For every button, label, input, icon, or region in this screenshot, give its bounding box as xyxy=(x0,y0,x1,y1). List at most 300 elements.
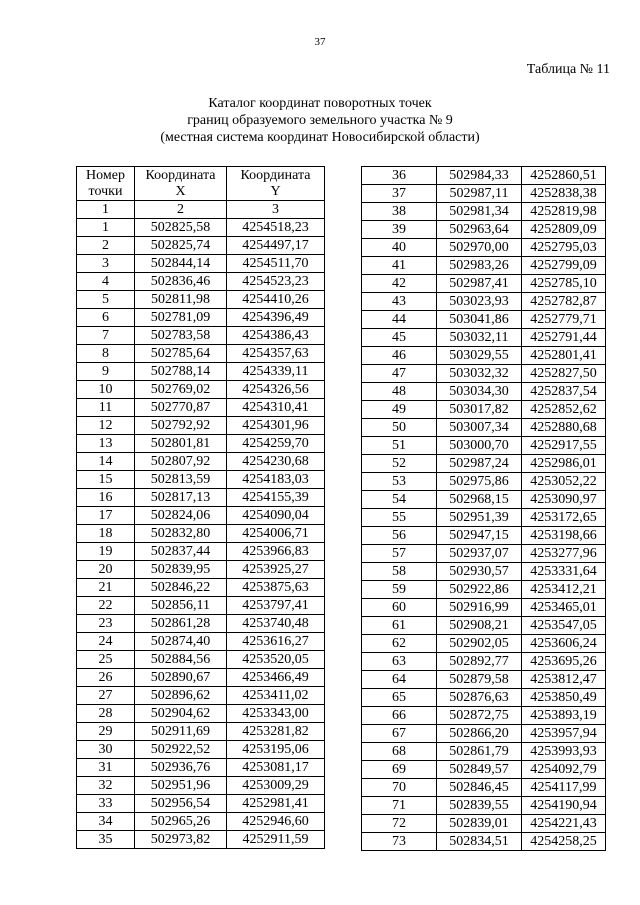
coordinate-y: 4254190,94 xyxy=(522,797,606,815)
coordinate-x: 502801,81 xyxy=(135,435,227,453)
coordinate-y: 4253850,49 xyxy=(522,689,606,707)
table-row xyxy=(362,563,606,581)
coordinate-y: 4254301,96 xyxy=(227,417,325,435)
coordinate-x: 502922,86 xyxy=(437,581,522,599)
table-row xyxy=(362,383,606,401)
column-number-row xyxy=(77,201,325,219)
coordinate-y: 4253198,66 xyxy=(522,527,606,545)
table-row xyxy=(77,831,325,849)
point-number: 13 xyxy=(77,435,135,453)
point-number: 60 xyxy=(362,599,437,617)
point-number: 73 xyxy=(362,833,437,851)
point-number: 33 xyxy=(77,795,135,813)
point-number: 8 xyxy=(77,345,135,363)
table-label: Таблица № 11 xyxy=(526,62,610,77)
point-number: 23 xyxy=(77,615,135,633)
point-number: 1 xyxy=(77,219,135,237)
table-row xyxy=(362,365,606,383)
point-number: 11 xyxy=(77,399,135,417)
coordinate-y: 4253081,17 xyxy=(227,759,325,777)
coordinate-x: 502984,33 xyxy=(437,167,522,185)
coordinate-x: 502846,22 xyxy=(135,579,227,597)
table-row xyxy=(77,741,325,759)
table-row xyxy=(77,345,325,363)
point-number: 42 xyxy=(362,275,437,293)
coordinate-y: 4253740,48 xyxy=(227,615,325,633)
header-text: Номер xyxy=(86,167,125,183)
header-text: точки xyxy=(88,183,123,199)
table-row xyxy=(77,651,325,669)
coordinate-x: 502825,58 xyxy=(135,219,227,237)
coordinate-y: 4253695,26 xyxy=(522,653,606,671)
table-row xyxy=(362,311,606,329)
table-row xyxy=(77,597,325,615)
point-number: 21 xyxy=(77,579,135,597)
table-row xyxy=(362,545,606,563)
coordinate-x: 502970,00 xyxy=(437,239,522,257)
point-number: 56 xyxy=(362,527,437,545)
table-row xyxy=(77,453,325,471)
coordinate-y: 4254006,71 xyxy=(227,525,325,543)
coordinate-y: 4252779,71 xyxy=(522,311,606,329)
coordinate-x: 502956,54 xyxy=(135,795,227,813)
coordinate-x: 503000,70 xyxy=(437,437,522,455)
header-point-number xyxy=(77,167,135,201)
coordinate-y: 4253009,29 xyxy=(227,777,325,795)
point-number: 67 xyxy=(362,725,437,743)
point-number: 51 xyxy=(362,437,437,455)
column-number: 1 xyxy=(77,201,135,219)
point-number: 32 xyxy=(77,777,135,795)
coordinate-x: 502911,69 xyxy=(135,723,227,741)
coordinate-y: 4254183,03 xyxy=(227,471,325,489)
coordinate-y: 4253412,21 xyxy=(522,581,606,599)
coordinate-y: 4253893,19 xyxy=(522,707,606,725)
coordinate-x: 502908,21 xyxy=(437,617,522,635)
table-row xyxy=(362,635,606,653)
page-number: 37 xyxy=(314,36,326,48)
point-number: 29 xyxy=(77,723,135,741)
coordinate-x: 503029,55 xyxy=(437,347,522,365)
coordinate-x: 502890,67 xyxy=(135,669,227,687)
coordinate-x: 503017,82 xyxy=(437,401,522,419)
point-number: 14 xyxy=(77,453,135,471)
table-row xyxy=(362,167,606,185)
table-row xyxy=(77,309,325,327)
table-row xyxy=(362,347,606,365)
table-row xyxy=(77,777,325,795)
coordinate-x: 503032,11 xyxy=(437,329,522,347)
coordinate-y: 4254090,04 xyxy=(227,507,325,525)
table-row xyxy=(77,399,325,417)
coordinate-x: 502884,56 xyxy=(135,651,227,669)
coordinate-x: 502832,80 xyxy=(135,525,227,543)
table-row xyxy=(77,705,325,723)
coordinate-y: 4253281,82 xyxy=(227,723,325,741)
coordinate-y: 4253466,49 xyxy=(227,669,325,687)
coordinate-x: 502807,92 xyxy=(135,453,227,471)
coordinate-y: 4252837,54 xyxy=(522,383,606,401)
coordinate-x: 502951,96 xyxy=(135,777,227,795)
table-body-left xyxy=(77,219,325,849)
table-row xyxy=(77,291,325,309)
table-row xyxy=(362,203,606,221)
point-number: 24 xyxy=(77,633,135,651)
coordinate-y: 4254326,56 xyxy=(227,381,325,399)
coordinate-y: 4254339,11 xyxy=(227,363,325,381)
point-number: 43 xyxy=(362,293,437,311)
coordinate-x: 502846,45 xyxy=(437,779,522,797)
coordinate-y: 4253520,05 xyxy=(227,651,325,669)
coordinate-x: 503032,32 xyxy=(437,365,522,383)
coordinate-y: 4253797,41 xyxy=(227,597,325,615)
coordinate-x: 502987,24 xyxy=(437,455,522,473)
point-number: 5 xyxy=(77,291,135,309)
point-number: 46 xyxy=(362,347,437,365)
coordinate-x: 502837,44 xyxy=(135,543,227,561)
point-number: 25 xyxy=(77,651,135,669)
table-row xyxy=(77,615,325,633)
coordinate-x: 502947,15 xyxy=(437,527,522,545)
point-number: 68 xyxy=(362,743,437,761)
table-row xyxy=(362,743,606,761)
coordinate-y: 4252819,98 xyxy=(522,203,606,221)
table-row xyxy=(77,687,325,705)
coordinate-y: 4254523,23 xyxy=(227,273,325,291)
coordinate-x: 502817,13 xyxy=(135,489,227,507)
coordinate-y: 4253411,02 xyxy=(227,687,325,705)
coordinate-x: 502849,57 xyxy=(437,761,522,779)
coordinate-x: 502916,99 xyxy=(437,599,522,617)
coordinate-x: 502963,64 xyxy=(437,221,522,239)
coordinate-y: 4253812,47 xyxy=(522,671,606,689)
point-number: 50 xyxy=(362,419,437,437)
point-number: 18 xyxy=(77,525,135,543)
point-number: 9 xyxy=(77,363,135,381)
point-number: 44 xyxy=(362,311,437,329)
coordinate-y: 4253957,94 xyxy=(522,725,606,743)
coordinate-y: 4252838,38 xyxy=(522,185,606,203)
coordinate-y: 4254310,41 xyxy=(227,399,325,417)
table-row xyxy=(362,221,606,239)
point-number: 64 xyxy=(362,671,437,689)
coordinate-x: 502936,76 xyxy=(135,759,227,777)
coordinate-x: 502839,95 xyxy=(135,561,227,579)
coordinate-y: 4254221,43 xyxy=(522,815,606,833)
coordinate-y: 4252946,60 xyxy=(227,813,325,831)
coordinate-y: 4253195,06 xyxy=(227,741,325,759)
coordinate-y: 4254357,63 xyxy=(227,345,325,363)
table-row xyxy=(362,779,606,797)
coordinate-x: 502781,09 xyxy=(135,309,227,327)
header-coordinate-x xyxy=(135,167,227,201)
coordinate-x: 502987,11 xyxy=(437,185,522,203)
coordinate-x: 502904,62 xyxy=(135,705,227,723)
coordinate-x: 502839,55 xyxy=(437,797,522,815)
table-row xyxy=(77,561,325,579)
header-row xyxy=(77,167,325,201)
point-number: 10 xyxy=(77,381,135,399)
point-number: 15 xyxy=(77,471,135,489)
coordinate-x: 502824,06 xyxy=(135,507,227,525)
header-text: Y xyxy=(270,183,281,199)
coordinate-x: 502965,26 xyxy=(135,813,227,831)
coordinate-x: 503041,86 xyxy=(437,311,522,329)
point-number: 47 xyxy=(362,365,437,383)
coordinate-y: 4252795,03 xyxy=(522,239,606,257)
table-row xyxy=(362,293,606,311)
coordinate-x: 503034,30 xyxy=(437,383,522,401)
point-number: 69 xyxy=(362,761,437,779)
coordinate-x: 503007,34 xyxy=(437,419,522,437)
coordinate-x: 502874,40 xyxy=(135,633,227,651)
coordinate-x: 502785,64 xyxy=(135,345,227,363)
table-row xyxy=(362,617,606,635)
coordinate-y: 4252801,41 xyxy=(522,347,606,365)
coordinate-y: 4254497,17 xyxy=(227,237,325,255)
coordinate-y: 4253547,05 xyxy=(522,617,606,635)
coordinate-y: 4252981,41 xyxy=(227,795,325,813)
point-number: 4 xyxy=(77,273,135,291)
table-row xyxy=(77,579,325,597)
coordinate-y: 4254258,25 xyxy=(522,833,606,851)
coordinate-x: 502872,75 xyxy=(437,707,522,725)
table-row xyxy=(362,761,606,779)
title-line: (местная система координат Новосибирской области) xyxy=(160,130,480,145)
point-number: 70 xyxy=(362,779,437,797)
coordinate-y: 4254230,68 xyxy=(227,453,325,471)
coordinate-x: 502811,98 xyxy=(135,291,227,309)
table-row xyxy=(77,255,325,273)
coordinate-x: 502876,63 xyxy=(437,689,522,707)
coordinate-x: 502844,14 xyxy=(135,255,227,273)
coordinate-y: 4252911,59 xyxy=(227,831,325,849)
point-number: 7 xyxy=(77,327,135,345)
table-row xyxy=(77,417,325,435)
point-number: 17 xyxy=(77,507,135,525)
column-number: 3 xyxy=(227,201,325,219)
point-number: 22 xyxy=(77,597,135,615)
point-number: 31 xyxy=(77,759,135,777)
coordinate-x: 502879,58 xyxy=(437,671,522,689)
point-number: 57 xyxy=(362,545,437,563)
table-row xyxy=(362,329,606,347)
column-number: 2 xyxy=(135,201,227,219)
point-number: 19 xyxy=(77,543,135,561)
table-row xyxy=(77,471,325,489)
table-row xyxy=(77,219,325,237)
coordinate-y: 4252791,44 xyxy=(522,329,606,347)
point-number: 45 xyxy=(362,329,437,347)
point-number: 63 xyxy=(362,653,437,671)
coordinate-x: 502856,11 xyxy=(135,597,227,615)
coordinate-x: 502825,74 xyxy=(135,237,227,255)
point-number: 48 xyxy=(362,383,437,401)
coordinate-x: 502836,46 xyxy=(135,273,227,291)
coordinate-x: 502834,51 xyxy=(437,833,522,851)
table-row xyxy=(77,381,325,399)
point-number: 6 xyxy=(77,309,135,327)
table-row xyxy=(362,509,606,527)
table-row xyxy=(77,327,325,345)
coordinate-y: 4253925,27 xyxy=(227,561,325,579)
coordinate-x: 502902,05 xyxy=(437,635,522,653)
point-number: 28 xyxy=(77,705,135,723)
point-number: 54 xyxy=(362,491,437,509)
table-row xyxy=(77,273,325,291)
coordinate-x: 502892,77 xyxy=(437,653,522,671)
coordinate-y: 4252860,51 xyxy=(522,167,606,185)
table-row xyxy=(362,599,606,617)
table-row xyxy=(362,455,606,473)
point-number: 66 xyxy=(362,707,437,725)
coordinate-y: 4253090,97 xyxy=(522,491,606,509)
table-row xyxy=(77,795,325,813)
coordinate-y: 4254518,23 xyxy=(227,219,325,237)
coordinate-y: 4252880,68 xyxy=(522,419,606,437)
coordinate-y: 4253993,93 xyxy=(522,743,606,761)
table-row xyxy=(77,543,325,561)
coordinate-y: 4253465,01 xyxy=(522,599,606,617)
table-row xyxy=(362,671,606,689)
table-row xyxy=(362,797,606,815)
coordinate-y: 4253875,63 xyxy=(227,579,325,597)
coordinate-y: 4253277,96 xyxy=(522,545,606,563)
table-row xyxy=(77,633,325,651)
table-row xyxy=(362,707,606,725)
table-row xyxy=(362,239,606,257)
point-number: 26 xyxy=(77,669,135,687)
table-row xyxy=(362,437,606,455)
table-row xyxy=(362,419,606,437)
table-row xyxy=(362,527,606,545)
coordinate-y: 4254386,43 xyxy=(227,327,325,345)
point-number: 3 xyxy=(77,255,135,273)
point-number: 38 xyxy=(362,203,437,221)
point-number: 52 xyxy=(362,455,437,473)
point-number: 2 xyxy=(77,237,135,255)
coordinate-y: 4252827,50 xyxy=(522,365,606,383)
coordinate-y: 4252852,62 xyxy=(522,401,606,419)
coordinate-y: 4254092,79 xyxy=(522,761,606,779)
point-number: 59 xyxy=(362,581,437,599)
coordinate-x: 502792,92 xyxy=(135,417,227,435)
table-row xyxy=(77,237,325,255)
point-number: 41 xyxy=(362,257,437,275)
coordinate-x: 503023,93 xyxy=(437,293,522,311)
point-number: 40 xyxy=(362,239,437,257)
coordinate-x: 502896,62 xyxy=(135,687,227,705)
point-number: 58 xyxy=(362,563,437,581)
header-text: Координата xyxy=(145,167,216,183)
point-number: 39 xyxy=(362,221,437,239)
point-number: 62 xyxy=(362,635,437,653)
coordinate-y: 4254410,26 xyxy=(227,291,325,309)
table-row xyxy=(362,185,606,203)
coordinate-x: 502861,79 xyxy=(437,743,522,761)
coordinate-x: 502987,41 xyxy=(437,275,522,293)
coordinate-x: 502783,58 xyxy=(135,327,227,345)
coordinate-y: 4253331,64 xyxy=(522,563,606,581)
point-number: 20 xyxy=(77,561,135,579)
coordinate-x: 502770,87 xyxy=(135,399,227,417)
catalog-title xyxy=(0,95,640,146)
coordinate-y: 4253052,22 xyxy=(522,473,606,491)
table-body-right xyxy=(362,167,606,851)
table-row xyxy=(77,759,325,777)
coordinate-x: 502788,14 xyxy=(135,363,227,381)
table-row xyxy=(77,669,325,687)
point-number: 12 xyxy=(77,417,135,435)
coordinate-x: 502769,02 xyxy=(135,381,227,399)
table-row xyxy=(362,725,606,743)
table-row xyxy=(362,581,606,599)
point-number: 37 xyxy=(362,185,437,203)
coordinate-y: 4253616,27 xyxy=(227,633,325,651)
coordinate-x: 502839,01 xyxy=(437,815,522,833)
coordinate-y: 4253966,83 xyxy=(227,543,325,561)
table-row xyxy=(362,653,606,671)
table-row xyxy=(362,689,606,707)
coordinate-x: 502937,07 xyxy=(437,545,522,563)
coordinate-y: 4252782,87 xyxy=(522,293,606,311)
table-row xyxy=(77,489,325,507)
coordinates-table-left xyxy=(76,166,325,849)
table-row xyxy=(362,275,606,293)
coordinate-x: 502975,86 xyxy=(437,473,522,491)
point-number: 16 xyxy=(77,489,135,507)
coordinate-y: 4254511,70 xyxy=(227,255,325,273)
point-number: 34 xyxy=(77,813,135,831)
header-text: X xyxy=(175,183,186,199)
coordinate-x: 502968,15 xyxy=(437,491,522,509)
coordinate-y: 4254117,99 xyxy=(522,779,606,797)
coordinate-y: 4252799,09 xyxy=(522,257,606,275)
table-row xyxy=(77,813,325,831)
point-number: 35 xyxy=(77,831,135,849)
coordinate-x: 502981,34 xyxy=(437,203,522,221)
table-row xyxy=(77,723,325,741)
coordinate-x: 502973,82 xyxy=(135,831,227,849)
title-line: Каталог координат поворотных точек xyxy=(208,96,432,111)
coordinate-y: 4254155,39 xyxy=(227,489,325,507)
header-text: Координата xyxy=(240,167,311,183)
table-row xyxy=(77,363,325,381)
coordinate-y: 4253172,65 xyxy=(522,509,606,527)
coordinate-y: 4254396,49 xyxy=(227,309,325,327)
point-number: 61 xyxy=(362,617,437,635)
point-number: 55 xyxy=(362,509,437,527)
table-row xyxy=(362,257,606,275)
coordinate-x: 502930,57 xyxy=(437,563,522,581)
table-row xyxy=(77,435,325,453)
table-row xyxy=(362,401,606,419)
coordinate-y: 4252986,01 xyxy=(522,455,606,473)
point-number: 71 xyxy=(362,797,437,815)
point-number: 53 xyxy=(362,473,437,491)
point-number: 65 xyxy=(362,689,437,707)
table-row xyxy=(362,491,606,509)
coordinate-x: 502813,59 xyxy=(135,471,227,489)
coordinate-x: 502861,28 xyxy=(135,615,227,633)
coordinates-table-right xyxy=(361,166,606,851)
table-row xyxy=(362,833,606,851)
table-row xyxy=(362,815,606,833)
coordinate-y: 4254259,70 xyxy=(227,435,325,453)
point-number: 30 xyxy=(77,741,135,759)
table-row xyxy=(77,507,325,525)
table-row xyxy=(362,473,606,491)
